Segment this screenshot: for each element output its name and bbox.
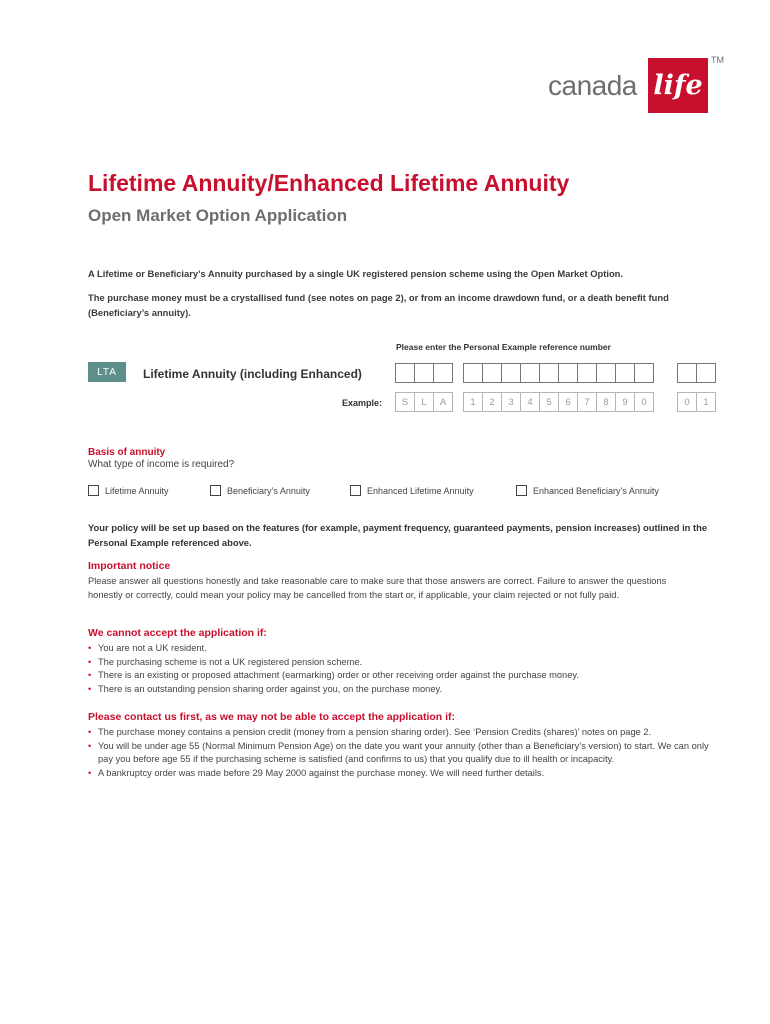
policy-note: Your policy will be set up based on the features (for example, payment frequency, guaranteed payments, pension increases) outlined in the Personal Example referenced above. xyxy=(88,522,708,548)
reference-digit-box[interactable] xyxy=(677,363,697,383)
option-enhanced-lifetime-annuity[interactable] xyxy=(350,485,474,496)
example-char: 8 xyxy=(596,392,616,412)
logo-badge: life xyxy=(648,58,708,113)
example-char: 1 xyxy=(463,392,483,412)
checkbox[interactable] xyxy=(350,485,361,496)
example-group-3 xyxy=(677,392,716,412)
option-label: Beneficiary’s Annuity xyxy=(227,485,310,496)
reference-digit-box[interactable] xyxy=(634,363,654,383)
important-notice-heading: Important notice xyxy=(88,560,171,572)
list-item: • The purchase money contains a pension credit (money from a pension sharing order). See ‘Pension Credits (shares)’ notes on page 2. xyxy=(88,726,718,740)
example-group-2 xyxy=(463,392,654,412)
list-item: • You are not a UK resident. xyxy=(88,642,718,656)
option-lifetime-annuity[interactable] xyxy=(88,485,169,496)
reference-digit-box[interactable] xyxy=(558,363,578,383)
reference-digit-box[interactable] xyxy=(501,363,521,383)
page-title: Lifetime Annuity/Enhanced Lifetime Annuity xyxy=(88,170,570,196)
checkbox[interactable] xyxy=(210,485,221,496)
example-char: S xyxy=(395,392,415,412)
list-item: • A bankruptcy order was made before 29 May 2000 against the purchase money. We will need further details. xyxy=(88,767,718,781)
example-char: A xyxy=(433,392,453,412)
checkbox[interactable] xyxy=(88,485,99,496)
reference-digit-box[interactable] xyxy=(482,363,502,383)
contact-first-list xyxy=(88,726,718,780)
example-char: 5 xyxy=(539,392,559,412)
reference-digit-box[interactable] xyxy=(520,363,540,383)
reference-digit-box[interactable] xyxy=(696,363,716,383)
example-char: 9 xyxy=(615,392,635,412)
example-char: 6 xyxy=(558,392,578,412)
product-label: Lifetime Annuity (including Enhanced) xyxy=(143,367,362,381)
contact-first-heading: Please contact us first, as we may not be able to accept the application if: xyxy=(88,711,456,723)
reference-digit-box[interactable] xyxy=(463,363,483,383)
list-item: • There is an existing or proposed attachment (earmarking) order or other receiving order against the purchase money. xyxy=(88,669,718,683)
page-subtitle: Open Market Option Application xyxy=(88,206,348,225)
reference-digit-box[interactable] xyxy=(433,363,453,383)
option-label: Lifetime Annuity xyxy=(105,485,169,496)
list-item: • You will be under age 55 (Normal Minimum Pension Age) on the date you want your annuity (other than a Beneficiary’s version) to start. We can only pay you before age 55 if the purchasing scheme is satisfied (and confirms to us) that you qualify due to ill health or incapacity. xyxy=(88,740,718,767)
example-char: 3 xyxy=(501,392,521,412)
option-label: Enhanced Beneficiary’s Annuity xyxy=(533,485,659,496)
intro-paragraph-1: A Lifetime or Beneficiary’s Annuity purchased by a single UK registered pension scheme using the Open Market Option. xyxy=(88,268,624,279)
list-item: • The purchasing scheme is not a UK registered pension scheme. xyxy=(88,656,718,670)
intro-paragraph-2: The purchase money must be a crystallised fund (see notes on page 2), or from an income drawdown fund, or a death benefit fund (Beneficiary’s annuity). xyxy=(88,292,669,318)
example-char: 4 xyxy=(520,392,540,412)
reference-digit-box[interactable] xyxy=(577,363,597,383)
reference-digit-box[interactable] xyxy=(615,363,635,383)
reference-input-group-1 xyxy=(395,363,453,383)
reference-digit-box[interactable] xyxy=(395,363,415,383)
reference-prompt: Please enter the Personal Example reference number xyxy=(396,342,611,352)
lta-badge: LTA xyxy=(88,362,126,382)
example-char: 0 xyxy=(634,392,654,412)
basis-question: What type of income is required? xyxy=(88,459,235,470)
important-notice-text: Please answer all questions honestly and take reasonable care to make sure that those answers are correct. Failure to answer the questions honestly or correctly, could mean your policy may be cancelled from the start or, if applicable, your claim rejected or not fully paid. xyxy=(88,576,667,600)
example-group-1 xyxy=(395,392,453,412)
checkbox[interactable] xyxy=(516,485,527,496)
reference-input-group-3 xyxy=(677,363,716,383)
trademark-mark: TM xyxy=(711,55,724,65)
option-enhanced-beneficiary-annuity[interactable] xyxy=(516,485,659,496)
list-item: • There is an outstanding pension sharing order against you, on the purchase money. xyxy=(88,683,718,697)
example-char: 1 xyxy=(696,392,716,412)
reference-digit-box[interactable] xyxy=(414,363,434,383)
example-char: 0 xyxy=(677,392,697,412)
reference-digit-box[interactable] xyxy=(539,363,559,383)
logo-wordmark: canada xyxy=(548,70,637,101)
reference-digit-box[interactable] xyxy=(596,363,616,383)
basis-heading: Basis of annuity xyxy=(88,447,166,458)
example-char: L xyxy=(414,392,434,412)
example-char: 7 xyxy=(577,392,597,412)
cannot-accept-heading: We cannot accept the application if: xyxy=(88,627,267,639)
example-label: Example: xyxy=(342,398,383,408)
example-char: 2 xyxy=(482,392,502,412)
reference-input-group-2 xyxy=(463,363,654,383)
cannot-accept-list xyxy=(88,642,718,696)
option-beneficiary-annuity[interactable] xyxy=(210,485,310,496)
option-label: Enhanced Lifetime Annuity xyxy=(367,485,474,496)
